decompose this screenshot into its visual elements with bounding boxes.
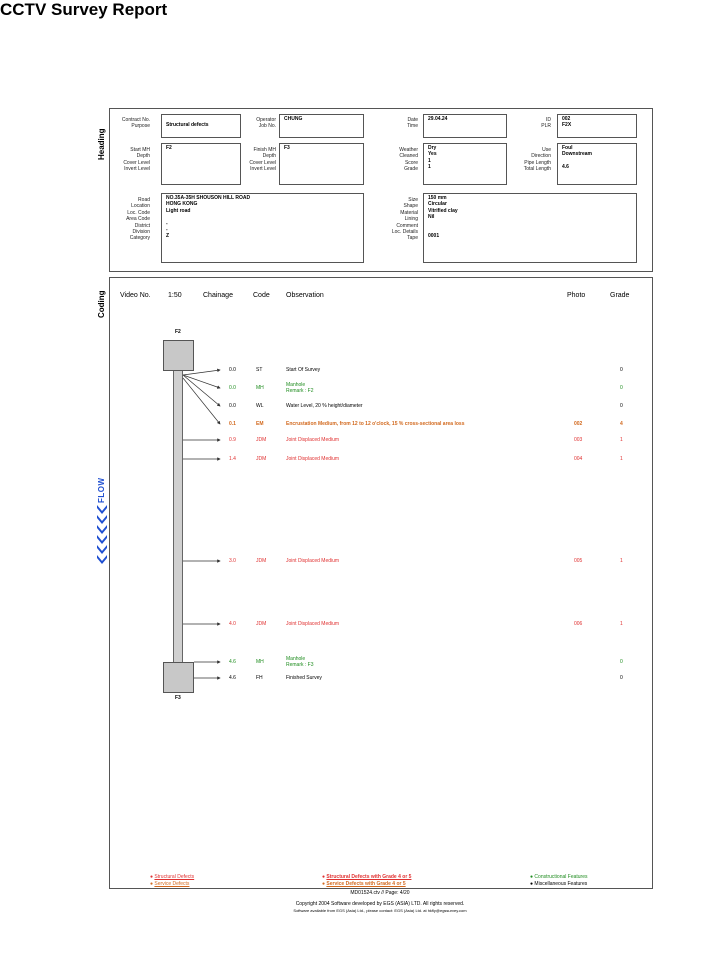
row-grade: 0 (620, 385, 623, 391)
flow-arrows-icon (96, 505, 108, 615)
leader-1 (183, 370, 220, 375)
row-chainage: 4.6 (229, 675, 236, 681)
row-chainage: 0.9 (229, 437, 236, 443)
col-scale: 1:50 (168, 292, 182, 299)
row-chainage: 4.0 (229, 621, 236, 627)
division-value: - (166, 227, 168, 234)
score-label: Score (404, 159, 418, 166)
weather-value: Dry (428, 145, 437, 151)
legend-dot-misc: ● (530, 881, 534, 887)
row-photo: 005 (574, 558, 583, 564)
row-grade: 0 (620, 403, 623, 409)
total-length-value: 4.6 (562, 164, 569, 171)
row-chainage: 0.0 (229, 367, 236, 373)
legend-dot-structural-4-5: ● (322, 874, 326, 880)
row-grade: 0 (620, 675, 623, 681)
row-code: WL (256, 403, 264, 409)
legend-dot-constructional: ● (530, 874, 534, 880)
id-label: ID (546, 117, 551, 123)
use-value: Foul (562, 145, 573, 151)
row-photo: 002 (574, 421, 583, 427)
row-observation: Joint Displaced Medium (286, 437, 340, 443)
purpose-value: Structural defects (166, 122, 209, 129)
weather-label: Weather (399, 147, 418, 153)
col-photo: Photo (567, 292, 586, 299)
loc-code-label: Loc. Code (127, 209, 150, 216)
pipe-length-label: Pipe Length (524, 159, 551, 166)
road-label: Road (138, 197, 150, 203)
finish-cover-level-label: Cover Level (249, 159, 276, 166)
row-code: MH (256, 659, 264, 665)
legend-service (150, 881, 189, 887)
comment-label: Comment (396, 222, 418, 229)
category-value: Z (166, 233, 170, 240)
finish-mh-value: F3 (284, 145, 290, 151)
row-observation: Start Of Survey (286, 367, 321, 373)
area-code-label: Area Code (126, 216, 150, 223)
cleaned-label: Cleaned (399, 153, 418, 160)
row-observation: Joint Displaced Medium (286, 456, 340, 462)
category-label: Category (129, 235, 150, 242)
row-observation-remark: Remark : F3 (286, 662, 314, 668)
row-code: FH (256, 675, 263, 681)
location-value: HONG KONG (166, 201, 198, 208)
legend-structural-4-5 (322, 874, 411, 880)
footer-copyright: Copyright 2004 Software developed by EGS (ASIA) LTD. All rights reserved. (295, 901, 465, 907)
row-photo: 003 (574, 437, 583, 443)
col-video-no: Video No. (120, 292, 151, 299)
grade-label: Grade (404, 166, 418, 173)
plr-value: F2X (562, 122, 572, 129)
tape-value: 0001 (428, 233, 440, 240)
end-node-label: F3 (175, 695, 181, 701)
operator-label: Operator (256, 117, 276, 123)
legend-service-4-5-label: Service Defects with Grade 4 or 5 (326, 881, 406, 887)
plr-label: PLR (541, 123, 551, 130)
purpose-label: Purpose (131, 123, 150, 130)
footer-file: MD01524.ctv // Page: 4/20 (350, 890, 410, 896)
footer-availability: Software available from EGS (Asia) Ltd., please contact: EGS (Asia) Ltd. at hkfly@egssurvey.com (293, 908, 467, 913)
col-chainage: Chainage (203, 292, 233, 299)
row-grade: 4 (620, 421, 623, 427)
coding-side-label: Coding (97, 290, 106, 318)
heading-side-label: Heading (97, 128, 106, 160)
shape-value: Circular (428, 201, 447, 208)
row-photo: 004 (574, 456, 583, 462)
row-grade: 1 (620, 437, 623, 443)
row-observation: Encrustation Medium, from 12 to 12 o'clock, 15 % cross-sectional area loss (286, 421, 465, 427)
row-chainage: 4.6 (229, 659, 236, 665)
finish-mh-label: Finish MH (253, 147, 276, 153)
lining-label: Lining (404, 216, 418, 223)
district-value: - (166, 220, 168, 227)
legend-misc (530, 881, 587, 887)
col-code: Code (253, 292, 270, 299)
date-value: 29.04.24 (428, 116, 448, 122)
invert-level-label: Invert Level (124, 166, 150, 173)
legend-dot-service: ● (150, 881, 154, 887)
job-no-label: Job No. (258, 123, 276, 130)
cover-level-label: Cover Level (123, 159, 150, 166)
material-value: Vitrified clay (428, 207, 458, 214)
leader-2 (183, 375, 220, 388)
row-observation: Manhole (286, 656, 306, 662)
row-code: JDM (256, 621, 267, 627)
size-label: Size (408, 197, 418, 203)
district-label: District (134, 222, 150, 229)
flow-label: FLOW (97, 477, 106, 503)
shape-label: Shape (403, 203, 418, 210)
score-value: 1 (428, 157, 431, 164)
row-chainage: 3.0 (229, 558, 236, 564)
row-code: ST (256, 367, 263, 373)
row-grade: 0 (620, 659, 623, 665)
legend-structural (150, 874, 194, 880)
tape-label: Tape (407, 235, 418, 242)
start-mh-value: F2 (166, 145, 172, 151)
road-value: NO.35A-35H SHOUSON HILL ROAD (166, 195, 251, 201)
size-value: 150 mm (428, 195, 447, 201)
legend-dot-structural: ● (150, 874, 154, 880)
total-length-label: Total Length (523, 166, 551, 173)
finish-invert-level-label: Invert Level (250, 166, 276, 173)
legend-structural-label: Structural Defects (154, 874, 195, 880)
division-label: Division (132, 229, 150, 236)
row-code: MH (256, 385, 264, 391)
row-observation: Water Level, 20 % height/diameter (286, 403, 363, 409)
legend-structural-4-5-label: Structural Defects with Grade 4 or 5 (326, 874, 412, 880)
time-label: Time (407, 123, 418, 130)
row-grade: 1 (620, 456, 623, 462)
row-observation: Joint Displaced Medium (286, 558, 340, 564)
depth-label: Depth (136, 153, 150, 160)
row-chainage: 0.1 (229, 421, 236, 427)
loc-details-label: Loc. Details (391, 229, 418, 236)
row-photo: 006 (574, 621, 583, 627)
row-grade: 1 (620, 621, 623, 627)
use-label: Use (542, 147, 551, 153)
grade-value: 1 (428, 164, 431, 171)
legend-constructional (530, 874, 588, 880)
row-code: JDM (256, 437, 267, 443)
id-value: 002 (562, 116, 571, 122)
row-chainage: 0.0 (229, 403, 236, 409)
start-mh-label: Start MH (130, 147, 150, 153)
legend-service-4-5 (322, 881, 406, 887)
col-grade: Grade (610, 292, 630, 299)
row-grade: 0 (620, 367, 623, 373)
row-code: JDM (256, 558, 267, 564)
lining-value: Nil (428, 214, 435, 221)
date-label: Date (407, 117, 418, 123)
col-observation: Observation (286, 292, 324, 299)
row-code: EM (256, 421, 264, 427)
finish-depth-label: Depth (262, 153, 276, 160)
page-title: CCTV Survey Report (0, 0, 168, 19)
material-label: Material (400, 209, 418, 216)
row-observation: Finished Survey (286, 675, 322, 681)
row-observation: Manhole (286, 382, 306, 388)
row-chainage: 1.4 (229, 456, 236, 462)
cleaned-value: Yes (428, 151, 437, 158)
direction-label: Direction (531, 153, 551, 160)
operator-value: CHUNG (284, 116, 303, 122)
legend-misc-label: Miscellaneous Features (534, 881, 588, 887)
legend-constructional-label: Constructional Features (534, 874, 588, 880)
loc-code-value: Light road (166, 207, 191, 214)
row-observation: Joint Displaced Medium (286, 621, 340, 627)
start-node-label: F2 (175, 329, 181, 335)
legend-dot-service-4-5: ● (322, 881, 326, 887)
row-code: JDM (256, 456, 267, 462)
row-grade: 1 (620, 558, 623, 564)
row-observation-remark: Remark : F2 (286, 388, 314, 394)
row-chainage: 0.0 (229, 385, 236, 391)
legend-service-label: Service Defects (154, 881, 190, 887)
location-label: Location (131, 203, 150, 210)
direction-value: Downstream (562, 151, 593, 158)
contract-no-label: Contract No. (121, 117, 150, 123)
